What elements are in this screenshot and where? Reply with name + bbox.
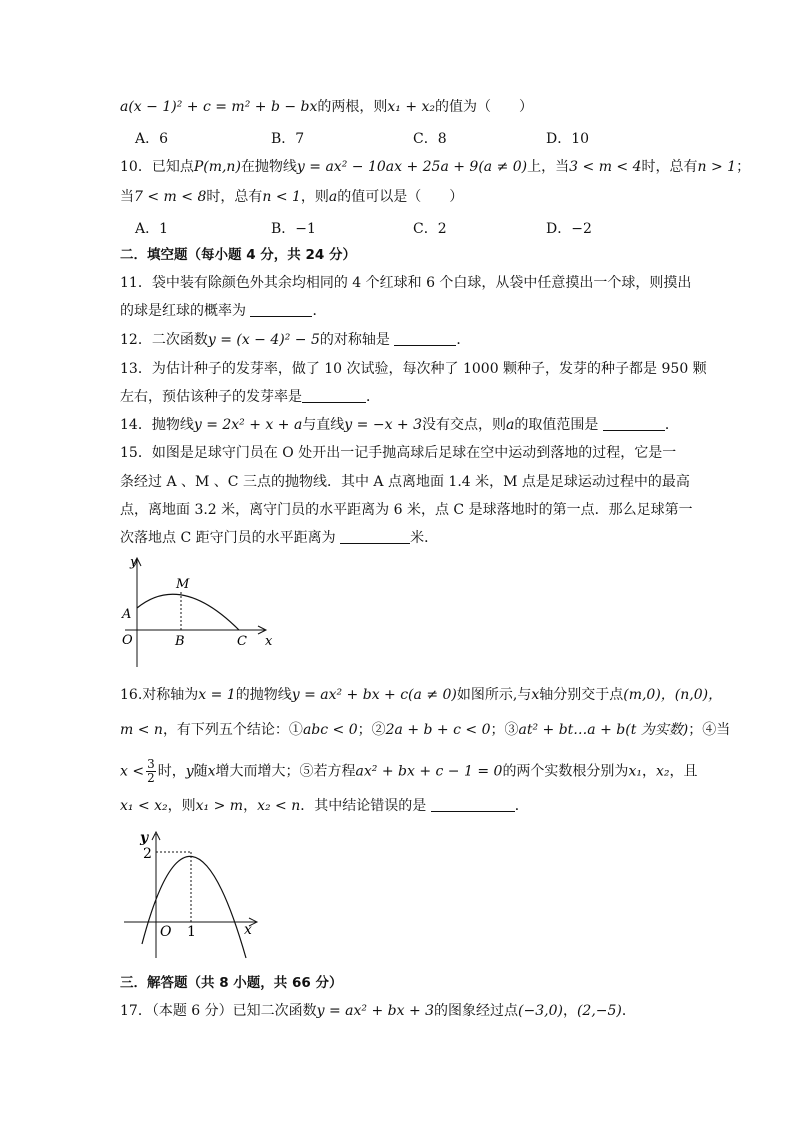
q10-cond2: 7 < m < 8 — [134, 189, 207, 205]
q11-text: 的球是红球的概率为 — [120, 303, 246, 319]
q10-parabola: y = ax² − 10ax + 25a + 9(a ≠ 0) — [296, 159, 528, 175]
q12-equation: y = (x − 4)² − 5 — [207, 332, 320, 348]
q14-text: 与直线 — [302, 417, 345, 433]
q15-label-o: O — [122, 633, 133, 648]
q16-x: x — [531, 687, 540, 703]
q16-label-y: y — [140, 830, 149, 846]
q16-text: 的两个实数根分别为 — [502, 763, 629, 780]
q14-var: a — [506, 417, 515, 433]
q16-points: (m,0)，(n,0)， — [623, 687, 723, 703]
q12-line — [120, 330, 470, 350]
q17-point1: (−3,0) — [518, 1003, 563, 1019]
section-3-title: 三．解答题（共 8 小题，共 66 分） — [120, 975, 343, 991]
q14-text: 14．抛物线 — [120, 417, 194, 433]
q17-line — [120, 1001, 636, 1021]
q9-stem-text: 的两根，则 — [317, 99, 388, 115]
q9-stem — [120, 97, 533, 117]
q11-end: ． — [312, 303, 327, 319]
q10-cond1: 3 < m < 4 — [569, 159, 642, 175]
q15-line3: 点，离地面 3.2 米，离守门员的水平距离为 6 米，点 C 是球落地时的第一点．那么足球第一 — [120, 502, 693, 518]
q10-line1 — [120, 157, 750, 177]
q16-parabola: y = ax² + bx + c(a ≠ 0) — [291, 687, 457, 703]
q9-option-b[interactable]: B．7 — [271, 131, 305, 147]
q11-line2 — [120, 301, 326, 321]
q14-text: 的取值范围是 — [514, 417, 599, 433]
q16-fraction-den: 2 — [147, 771, 155, 785]
q9-option-d[interactable]: D．10 — [546, 131, 590, 147]
q14-line — [120, 415, 679, 435]
q17-text: 17．（本题 6 分）已知二次函数 — [120, 1003, 317, 1019]
q15-label-b: B — [175, 634, 185, 649]
q10-text: 当 — [120, 189, 134, 205]
q16-axis: x = 1 — [198, 687, 236, 703]
q10-option-b[interactable]: B．−1 — [271, 221, 316, 237]
q14-answer-blank[interactable] — [603, 416, 665, 431]
q10-text: 时，总有 — [641, 159, 698, 175]
q13-answer-blank[interactable] — [302, 388, 366, 403]
q15-line4 — [120, 528, 438, 548]
q15-label-y: y — [130, 555, 138, 570]
q16-text: 随 — [193, 763, 208, 780]
q16-c3: at² + bt…a + b(t 为实数) — [518, 722, 689, 738]
q16-roots-order: x₁ < x₂ — [120, 798, 168, 814]
q9-stem-end: 的值为（ ） — [435, 99, 534, 115]
q15-label-x: x — [265, 634, 273, 649]
q16-label-o: O — [160, 924, 172, 940]
q15-label-m: M — [176, 577, 190, 592]
q16-text: 轴分别交于点 — [539, 687, 624, 703]
q15-text: 次落地点 C 距守门员的水平距离为 — [120, 530, 336, 546]
q11-line1: 11．袋中装有除颜色外其余均相同的 4 个红球和 6 个白球，从袋中任意摸出一个球，则摸出 — [120, 275, 692, 291]
q16-c1: abc < 0 — [302, 722, 358, 738]
q13-text: 左右，预估该种子的发芽率是 — [120, 389, 302, 405]
q16-parabola — [142, 856, 246, 958]
q10-point: P(m,n) — [193, 159, 241, 175]
q10-line2 — [120, 187, 463, 207]
q16-mn: m < n — [120, 722, 163, 738]
q14-line-eq: y = −x + 3 — [344, 417, 423, 433]
q16-root2: x₂ — [655, 763, 670, 780]
q9-option-c[interactable]: C．8 — [413, 131, 447, 147]
q10-res1: n > 1 — [697, 159, 737, 175]
q15-answer-blank[interactable] — [340, 529, 410, 544]
q15-end: 米． — [410, 530, 439, 546]
q10-option-a[interactable]: A．1 — [135, 221, 169, 237]
q16-line4 — [120, 796, 529, 816]
q9-stem-sum: x₁ + x₂ — [387, 99, 436, 115]
q16-text: ；④当 — [688, 722, 731, 738]
q13-line1: 13．为估计种子的发芽率，做了 10 次试验，每次种了 1000 颗种子，发芽的种子都是 950 颗 — [120, 361, 707, 377]
q16-text: 时， — [157, 763, 186, 780]
q16-text: ，则 — [167, 798, 196, 814]
q10-text: 上，当 — [527, 159, 570, 175]
q9-stem-math: a(x − 1)² + c = m² + b − bx — [120, 99, 318, 115]
q16-line1 — [120, 685, 722, 705]
q14-parabola: y = 2x² + x + a — [193, 417, 303, 433]
q16-text: 16.对称轴为 — [120, 687, 199, 703]
q15-line2: 条经过 A 、M 、C 三点的抛物线．其中 A 点离地面 1.4 米，M 点是足球运动过程中的最高 — [120, 474, 690, 490]
q10-text: 在抛物线 — [240, 159, 297, 175]
q16-x: x — [207, 763, 216, 780]
q16-figure — [118, 826, 263, 964]
q16-label-2: 2 — [143, 846, 152, 862]
q16-line3 — [120, 758, 697, 785]
q16-xlt: x < — [120, 763, 145, 780]
q16-y: y — [185, 763, 194, 780]
q12-end: ． — [456, 332, 471, 348]
q10-option-d[interactable]: D．−2 — [546, 221, 592, 237]
q17-text: 的图象经过点 — [434, 1003, 519, 1019]
q16-answer-blank[interactable] — [431, 797, 515, 812]
q16-root1: x₁ — [628, 763, 642, 780]
q12-text: 12．二次函数 — [120, 332, 208, 348]
q10-option-c[interactable]: C．2 — [413, 221, 447, 237]
q16-text: ；③ — [490, 722, 519, 738]
q16-text: 的抛物线 — [235, 687, 292, 703]
q15-label-a: A — [122, 607, 132, 622]
q15-label-c: C — [237, 634, 247, 649]
q15-figure — [115, 552, 275, 672]
q16-text: ，有下列五个结论：① — [162, 722, 303, 738]
q10-text: 时，总有 — [206, 189, 263, 205]
q16-label-1: 1 — [187, 924, 196, 940]
q16-fraction-num: 3 — [147, 757, 155, 771]
q17-equation: y = ax² + bx + 3 — [316, 1003, 435, 1019]
q16-text: 如图所示,与 — [456, 687, 532, 703]
q16-text: 增大而增大；⑤若方程 — [215, 763, 356, 780]
q17-end: ． — [621, 1003, 636, 1019]
q16-equation: ax² + bx + c − 1 = 0 — [355, 763, 503, 780]
q16-end: ． — [514, 798, 529, 814]
q17-point2: (2,−5) — [576, 1003, 622, 1019]
q16-x1m: x₁ > m — [195, 798, 244, 814]
q13-end: ． — [366, 389, 380, 405]
q15-parabola — [137, 594, 239, 630]
q16-c2: 2a + b + c < 0 — [385, 722, 491, 738]
q12-answer-blank[interactable] — [394, 331, 456, 346]
q14-end: ． — [664, 417, 679, 433]
q17-text: ， — [562, 1003, 577, 1019]
q16-text: ，且 — [669, 763, 698, 780]
q10-text: 的值可以是（ ） — [337, 189, 464, 205]
q15-line1: 15．如图是足球守门员在 O 处开出一记手抛高球后足球在空中运动到落地的过程，它是一 — [120, 445, 677, 461]
q16-line2 — [120, 720, 730, 740]
q11-answer-blank[interactable] — [250, 302, 312, 317]
q10-text: ，则 — [300, 189, 329, 205]
q10-var: a — [328, 189, 338, 205]
q10-text: 10．已知点 — [120, 159, 194, 175]
q16-text: ；② — [357, 722, 386, 738]
q16-text: ， — [641, 763, 656, 780]
q16-label-x: x — [244, 922, 252, 938]
q9-option-a[interactable]: A．6 — [135, 131, 169, 147]
q16-text: ．其中结论错误的是 — [300, 798, 427, 814]
q13-line2 — [120, 387, 380, 407]
section-2-title: 二．填空题（每小题 4 分，共 24 分） — [120, 247, 356, 263]
q16-x2n: x₂ < n — [257, 798, 301, 814]
q16-text: ， — [243, 798, 258, 814]
q12-text: 的对称轴是 — [319, 332, 390, 348]
q10-res2: n < 1 — [262, 189, 301, 205]
q14-text: 没有交点，则 — [422, 417, 507, 433]
q16-fraction — [146, 758, 156, 785]
q10-text: ； — [736, 159, 751, 175]
